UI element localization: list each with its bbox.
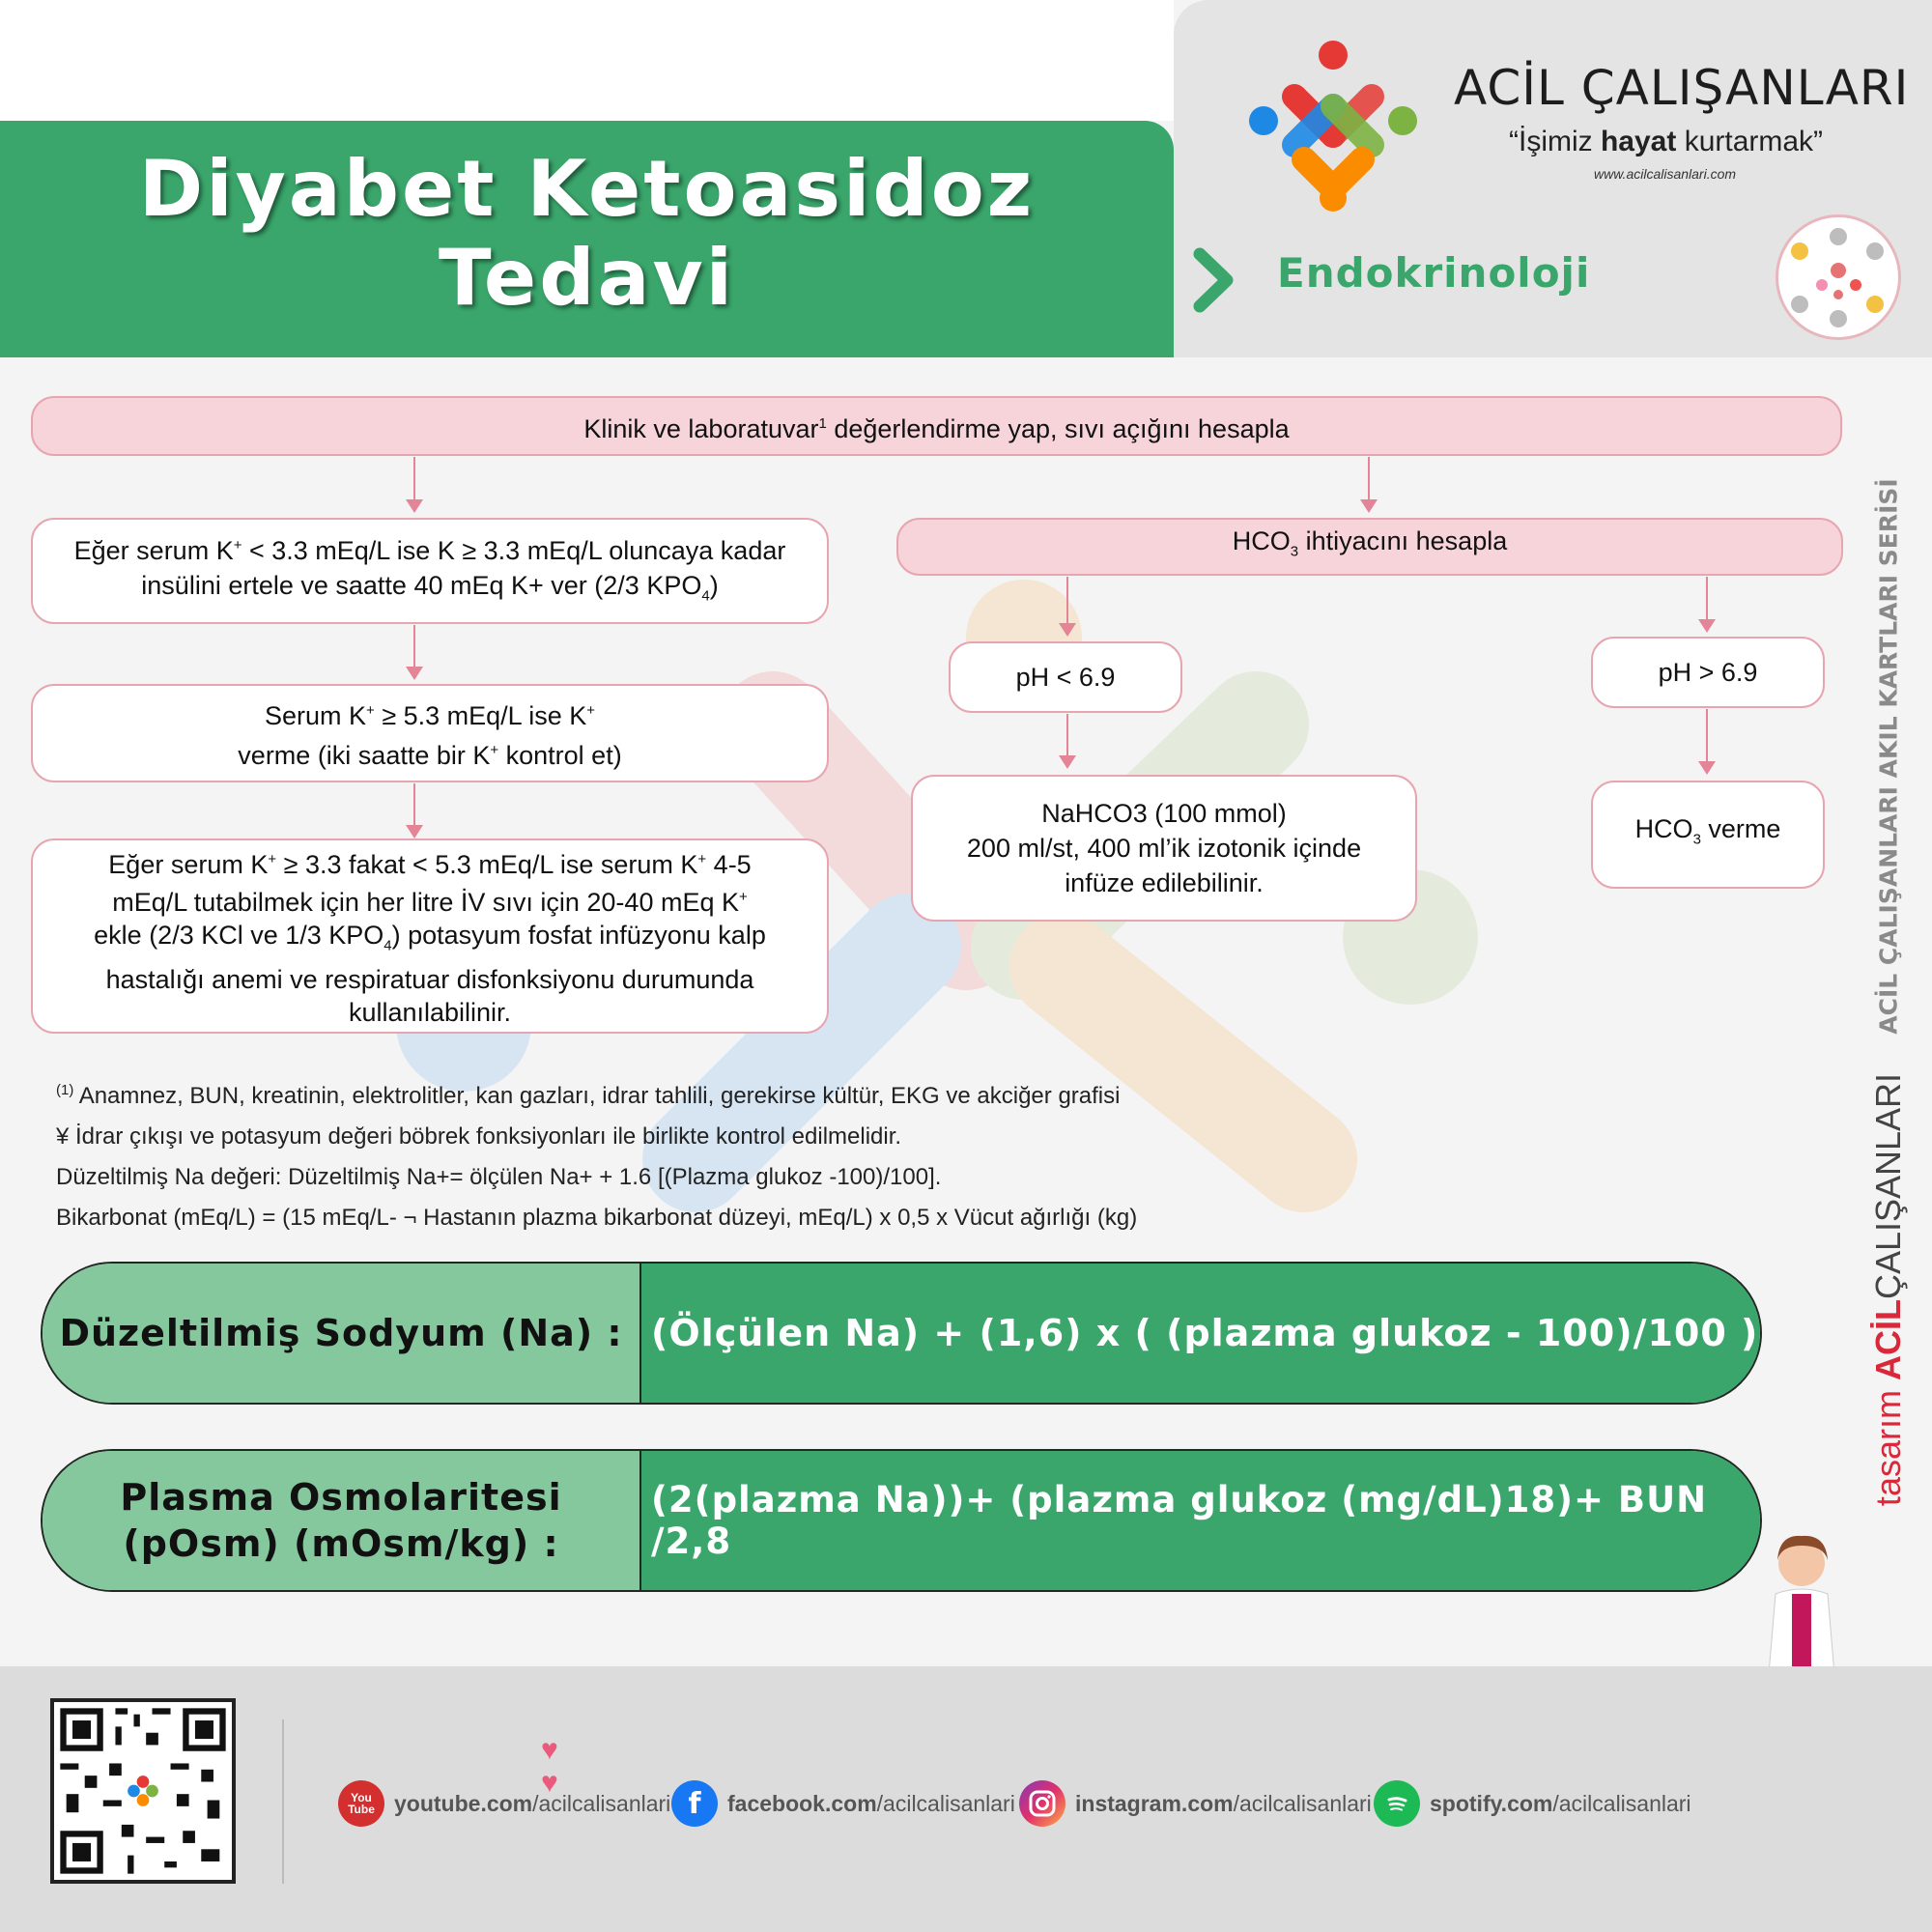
top-white-band xyxy=(0,0,1174,121)
flow-left2-line1: Serum K+ ≥ 5.3 mEq/L ise K+ xyxy=(265,701,595,730)
flow-arrow xyxy=(1368,457,1370,511)
flow-top-text: Klinik ve laboratuvar$^1$ değerlendirme yap, sıvı açığını hesapla xyxy=(583,413,1290,443)
footnote-3: Düzeltilmiş Na değeri: Düzeltilmiş Na+= ölçülen Na+ + 1.6 [(Plazma glukoz -100)/100]. xyxy=(56,1164,942,1190)
flow-arrow xyxy=(1066,577,1068,635)
flow-box-high-potassium xyxy=(31,684,829,782)
flow-left1-line1: Eğer serum K+ < 3.3 mEq/L ise K ≥ 3.3 mEq/L oluncaya kadar xyxy=(73,535,786,565)
chevron-right-icon xyxy=(1190,246,1238,314)
side-brand-label xyxy=(1860,1053,1918,1526)
endocrine-organs-icon xyxy=(1776,214,1901,340)
flow-box-hco3-calc xyxy=(896,518,1843,576)
spotify-icon xyxy=(1374,1780,1420,1827)
spotify-link[interactable]: spotify.com/acilcalisanlari xyxy=(1430,1790,1691,1816)
formula-osm-value: (2(plazma Na))+ (plazma glukoz (mg/dL)18)+ BUN /2,8 xyxy=(641,1451,1760,1590)
page-title xyxy=(0,145,1174,323)
youtube-icon: You Tube xyxy=(338,1780,384,1827)
footer-divider xyxy=(282,1719,284,1884)
social-instagram[interactable] xyxy=(1019,1780,1372,1827)
social-spotify[interactable] xyxy=(1374,1780,1691,1827)
flow-box-ph-low: pH < 6.9 xyxy=(949,641,1182,713)
facebook-link[interactable]: facebook.com/acilcalisanlari xyxy=(727,1790,1015,1816)
flow-left3-line5: kullanılabilinir. xyxy=(348,997,512,1027)
flow-arrow xyxy=(1706,577,1708,631)
side-series-label xyxy=(1869,477,1908,1035)
flow-no-hco3-text: $HCO_3$ verme xyxy=(1634,814,1781,848)
flow-box-mid-potassium xyxy=(31,838,829,1034)
side-acil: ACİL xyxy=(1868,1299,1908,1381)
slogan-bold: hayat xyxy=(1600,126,1677,157)
category-label: Endokrinoloji xyxy=(1277,249,1591,297)
side-series-text: ACİL ÇALIŞANLARI AKIL KARTLARI SERİSİ xyxy=(1874,477,1903,1035)
flow-left3-line1: Eğer serum K+ ≥ 3.3 fakat < 5.3 mEq/L ise serum K+ 4-5 xyxy=(108,850,752,880)
instagram-link[interactable]: instagram.com/acilcalisanlari xyxy=(1075,1790,1372,1816)
flow-arrow xyxy=(1066,714,1068,767)
formula-sodium-value: (Ölçülen Na) + (1,6) x ( (plazma glukoz - 100)/100 ) xyxy=(641,1264,1760,1403)
brand-url: www.acilcalisanlari.com xyxy=(1594,166,1737,182)
side-calisanlari: ÇALIŞANLARI xyxy=(1868,1072,1908,1300)
facebook-icon: f xyxy=(671,1780,718,1827)
formula-osm-label xyxy=(43,1451,641,1590)
social-youtube[interactable] xyxy=(338,1780,670,1827)
flow-left2-line2: verme (iki saatte bir K+ kontrol et) xyxy=(238,741,622,770)
footnote-1: $^{(1)}$ Anamnez, BUN, kreatinin, elektrolitler, kan gazları, idrar tahlili, gerekirse kültür, EKG ve akciğer grafisi xyxy=(56,1082,1121,1109)
footnotes xyxy=(56,1070,1408,1238)
brand-slogan xyxy=(1509,126,1823,158)
title-line-2: Tedavi xyxy=(438,233,736,323)
formula-corrected-sodium xyxy=(41,1262,1762,1405)
flow-left3-line3: ekle (2/3 KCl ve 1/3 $KPO_4$) potasyum fosfat infüzyonu kalp xyxy=(94,921,766,954)
flow-nahco3-line1: NaHCO3 (100 mmol) xyxy=(1041,799,1287,828)
flow-left3-line4: hastalığı anemi ve respiratuar disfonksiyonu durumunda xyxy=(105,964,754,994)
youtube-link[interactable]: youtube.com/acilcalisanlari xyxy=(394,1790,671,1816)
flow-nahco3-line2: 200 ml/st, 400 ml’ik izotonik içinde xyxy=(966,834,1362,863)
slogan-close: kurtarmak” xyxy=(1676,126,1824,157)
instagram-icon xyxy=(1019,1780,1065,1827)
side-tasarim: tasarım xyxy=(1868,1380,1908,1507)
social-facebook[interactable] xyxy=(671,1780,1015,1827)
formula-osm-label-2: (pOsm) (mOsm/kg) : xyxy=(123,1522,559,1565)
flow-left3-line2: mEq/L tutabilmek için her litre İV sıvı için 20-40 mEq K+ xyxy=(112,888,748,918)
qr-code-icon[interactable] xyxy=(50,1698,236,1884)
formula-plasma-osmolarity xyxy=(41,1449,1762,1592)
side-brand-text xyxy=(1868,1073,1909,1506)
title-line-1: Diyabet Ketoasidoz xyxy=(138,144,1036,234)
footnote-4: Bikarbonat (mEq/L) = (15 mEq/L- ¬ Hastanın plazma bikarbonat düzeyi, mEq/L) x 0,5 x Vücut ağırlığı (kg) xyxy=(56,1205,1138,1231)
flow-box-no-hco3 xyxy=(1591,781,1825,889)
formula-sodium-label: Düzeltilmiş Sodyum (Na) : xyxy=(43,1264,641,1403)
flow-arrow xyxy=(413,783,415,837)
formula-osm-label-1: Plasma Osmolaritesi xyxy=(120,1476,562,1519)
flow-nahco3-line3: infüze edilebilinir. xyxy=(1065,868,1264,897)
flow-arrow xyxy=(1706,709,1708,773)
flow-box-low-potassium xyxy=(31,518,829,624)
flow-hco3-text: $HCO_3$ ihtiyacını hesapla xyxy=(1232,526,1508,560)
flow-box-top xyxy=(31,396,1842,456)
brand-name: ACİL ÇALIŞANLARI xyxy=(1454,60,1910,116)
brand-logo-icon xyxy=(1236,24,1430,217)
flow-arrow xyxy=(413,457,415,511)
flow-arrow xyxy=(413,625,415,678)
footnote-2: ¥ İdrar çıkışı ve potasyum değeri böbrek fonksiyonları ile birlikte kontrol edilmelidir. xyxy=(56,1123,902,1150)
flow-box-nahco3 xyxy=(911,775,1417,922)
flow-left1-line2: insülini ertele ve saatte 40 mEq K+ ver (2/3 $KPO_4$) xyxy=(141,570,719,605)
flow-box-ph-high: pH > 6.9 xyxy=(1591,637,1825,708)
hearts-icon: ♥ ♥ xyxy=(541,1734,558,1799)
slogan-open: “İşimiz xyxy=(1509,126,1601,157)
